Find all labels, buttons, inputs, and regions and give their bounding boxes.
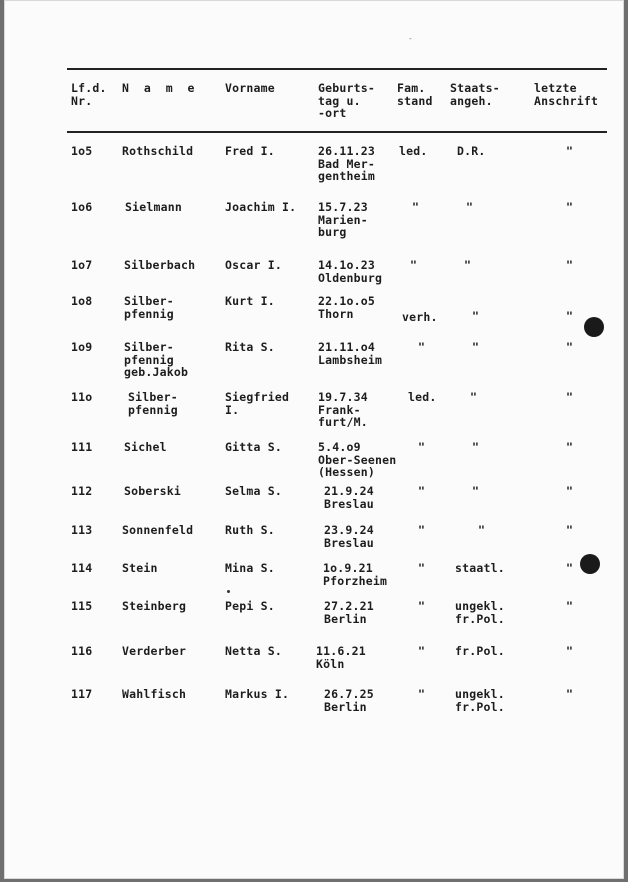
row-familienstand: led. xyxy=(408,390,437,404)
row-staatsangehoerigkeit: D.R. xyxy=(457,144,486,158)
row-letzte-anschrift: " xyxy=(566,523,574,537)
table-row xyxy=(4,440,624,479)
row-letzte-anschrift: " xyxy=(566,440,574,454)
row-familienstand: led. xyxy=(399,144,428,158)
row-nr: 1o5 xyxy=(71,144,93,158)
row-name: Wahlfisch xyxy=(122,687,187,701)
document-page xyxy=(4,0,624,879)
row-nr: 112 xyxy=(71,484,93,498)
row-familienstand: " xyxy=(418,440,426,454)
header-top-rule xyxy=(67,68,607,70)
row-geburt: 21.11.o4 Lambsheim xyxy=(318,340,383,367)
table-row xyxy=(4,687,624,714)
page-mark: - xyxy=(408,34,413,43)
punch-hole xyxy=(584,317,604,337)
row-name: Stein xyxy=(122,561,158,575)
row-letzte-anschrift: " xyxy=(566,599,574,613)
row-letzte-anschrift: " xyxy=(566,644,574,658)
row-geburt: 11.6.21 Köln xyxy=(316,644,366,671)
row-name: Rothschild xyxy=(122,144,194,158)
row-vorname: Oscar I. xyxy=(225,258,282,272)
row-nr: 11o xyxy=(71,390,93,404)
row-familienstand: " xyxy=(418,644,426,658)
row-geburt: 22.1o.o5 Thorn xyxy=(318,294,375,321)
row-name: Sonnenfeld xyxy=(122,523,194,537)
ink-dot xyxy=(227,590,230,593)
row-staatsangehoerigkeit: fr.Pol. xyxy=(455,644,505,658)
row-nr: 1o7 xyxy=(71,258,93,272)
row-familienstand: verh. xyxy=(402,310,438,324)
table-row xyxy=(4,258,624,285)
row-nr: 1o9 xyxy=(71,340,93,354)
row-letzte-anschrift: " xyxy=(566,390,574,404)
row-geburt: 26.11.23 Bad Mer- gentheim xyxy=(318,144,375,183)
row-vorname: Fred I. xyxy=(225,144,275,158)
row-familienstand: " xyxy=(412,200,420,214)
row-staatsangehoerigkeit: " xyxy=(470,390,478,404)
row-nr: 116 xyxy=(71,644,93,658)
row-nr: 1o6 xyxy=(71,200,93,214)
row-letzte-anschrift: " xyxy=(566,687,574,701)
row-name: Steinberg xyxy=(122,599,187,613)
row-name: Sielmann xyxy=(125,200,182,214)
table-row xyxy=(4,390,624,429)
row-vorname: Rita S. xyxy=(225,340,275,354)
row-staatsangehoerigkeit: " xyxy=(464,258,472,272)
row-name: Silber- pfennig xyxy=(124,294,174,321)
row-letzte-anschrift: " xyxy=(566,484,574,498)
row-vorname: Selma S. xyxy=(225,484,282,498)
row-vorname: Gitta S. xyxy=(225,440,282,454)
row-geburt: 5.4.o9 Ober-Seenen (Hessen) xyxy=(318,440,397,479)
row-nr: 1o8 xyxy=(71,294,93,308)
row-nr: 113 xyxy=(71,523,93,537)
row-name: Silberbach xyxy=(124,258,196,272)
row-letzte-anschrift: " xyxy=(566,200,574,214)
row-familienstand: " xyxy=(418,523,426,537)
row-name: Verderber xyxy=(122,644,187,658)
row-vorname: Pepi S. xyxy=(225,599,275,613)
row-staatsangehoerigkeit: " xyxy=(466,200,474,214)
row-geburt: 23.9.24 Breslau xyxy=(324,523,374,550)
row-name: Sichel xyxy=(124,440,167,454)
header-name: N a m e xyxy=(122,81,199,95)
row-staatsangehoerigkeit: " xyxy=(472,440,480,454)
table-row xyxy=(4,200,624,239)
table-row xyxy=(4,340,624,379)
table-row xyxy=(4,294,624,324)
table-row xyxy=(4,561,624,588)
row-geburt: 26.7.25 Berlin xyxy=(324,687,374,714)
row-nr: 115 xyxy=(71,599,93,613)
row-staatsangehoerigkeit: ungekl. fr.Pol. xyxy=(455,599,505,626)
row-staatsangehoerigkeit: " xyxy=(472,484,480,498)
row-vorname: Ruth S. xyxy=(225,523,275,537)
row-letzte-anschrift: " xyxy=(566,309,574,323)
row-familienstand: " xyxy=(418,561,426,575)
header-nr: Lf.d. Nr. xyxy=(71,81,107,108)
header-bottom-rule xyxy=(67,131,607,133)
row-vorname: Siegfried I. xyxy=(225,390,290,417)
row-vorname: Mina S. xyxy=(225,561,275,575)
row-staatsangehoerigkeit: " xyxy=(478,523,486,537)
row-geburt: 19.7.34 Frank- furt/M. xyxy=(318,390,368,429)
header-geburt: Geburts- tag u. -ort xyxy=(318,81,375,120)
row-familienstand: " xyxy=(410,258,418,272)
row-letzte-anschrift: " xyxy=(566,561,574,575)
row-letzte-anschrift: " xyxy=(566,258,574,272)
header-familienstand: Fam. stand xyxy=(397,81,433,108)
row-familienstand: " xyxy=(418,340,426,354)
row-staatsangehoerigkeit: staatl. xyxy=(455,561,505,575)
punch-hole xyxy=(580,554,600,574)
row-vorname: Netta S. xyxy=(225,644,282,658)
row-staatsangehoerigkeit: " xyxy=(472,309,480,323)
row-familienstand: " xyxy=(418,599,426,613)
row-name: Silber- pfennig geb.Jakob xyxy=(124,340,189,379)
row-vorname: Kurt I. xyxy=(225,294,275,308)
row-vorname: Joachim I. xyxy=(225,200,297,214)
row-geburt: 14.1o.23 Oldenburg xyxy=(318,258,383,285)
table-row xyxy=(4,144,624,183)
table-row xyxy=(4,484,624,511)
row-geburt: 1o.9.21 Pforzheim xyxy=(323,561,388,588)
row-geburt: 21.9.24 Breslau xyxy=(324,484,374,511)
row-letzte-anschrift: " xyxy=(566,340,574,354)
row-familienstand: " xyxy=(418,687,426,701)
header-letzte-anschrift: letzte Anschrift xyxy=(534,81,599,108)
row-geburt: 27.2.21 Berlin xyxy=(324,599,374,626)
row-staatsangehoerigkeit: " xyxy=(472,340,480,354)
row-staatsangehoerigkeit: ungekl. fr.Pol. xyxy=(455,687,505,714)
table-row xyxy=(4,644,624,671)
row-vorname: Markus I. xyxy=(225,687,290,701)
header-staatsangehoerigkeit: Staats- angeh. xyxy=(450,81,500,108)
row-letzte-anschrift: " xyxy=(566,144,574,158)
row-name: Silber- pfennig xyxy=(128,390,178,417)
row-geburt: 15.7.23 Marien- burg xyxy=(318,200,368,239)
row-familienstand: " xyxy=(418,484,426,498)
row-nr: 114 xyxy=(71,561,93,575)
header-vorname: Vorname xyxy=(225,81,275,95)
row-name: Soberski xyxy=(124,484,181,498)
table-row xyxy=(4,599,624,626)
row-nr: 111 xyxy=(71,440,93,454)
table-row xyxy=(4,523,624,550)
row-nr: 117 xyxy=(71,687,93,701)
